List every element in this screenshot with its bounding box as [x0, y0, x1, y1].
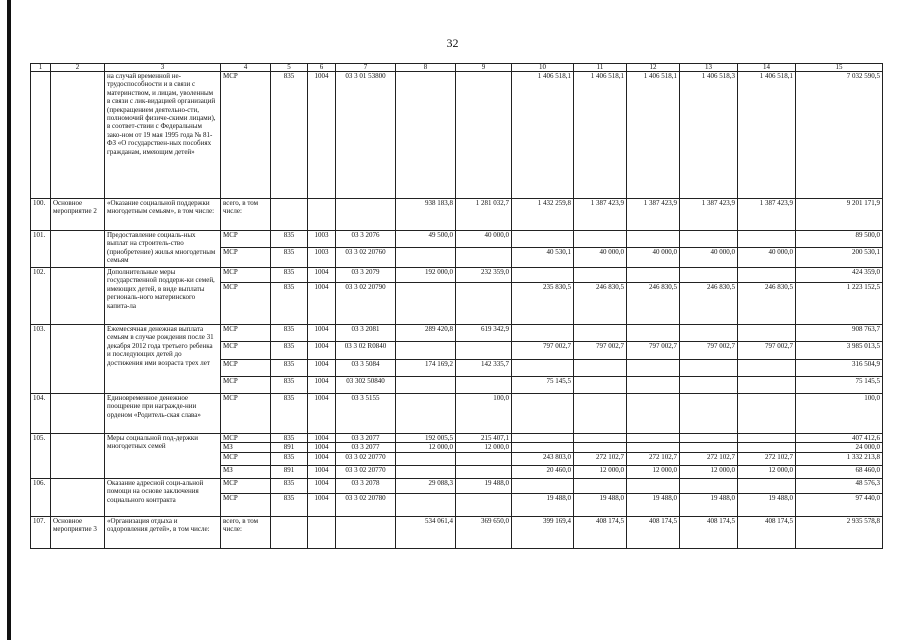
year-2016-cell: 75 145,5: [512, 377, 574, 394]
year-2017-cell: [574, 377, 627, 394]
executor-cell: МСР: [221, 360, 271, 377]
row-number-cell: 107.: [31, 516, 51, 548]
table-row: [31, 478, 883, 493]
executor-cell: МСР: [221, 283, 271, 325]
year-2017-cell: 246 830,5: [574, 283, 627, 325]
year-2016-cell: [512, 394, 574, 434]
year-2014-cell: 174 169,2: [396, 360, 456, 377]
executor-cell: всего, в том числе:: [221, 516, 271, 548]
year-2015-cell: [456, 248, 512, 268]
executor-cell: МСР: [221, 452, 271, 465]
year-2020-cell: 1 406 518,1: [738, 72, 796, 199]
target-article-cell: 03 3 02 R0840: [336, 342, 396, 360]
column-number-12: 12: [627, 64, 680, 72]
year-2017-cell: 408 174,5: [574, 516, 627, 548]
year-2018-cell: [627, 360, 680, 377]
year-2016-cell: 399 169,4: [512, 516, 574, 548]
total-cell: 100,0: [796, 394, 883, 434]
year-2016-cell: 243 803,0: [512, 452, 574, 465]
ministry-code-cell: 835: [271, 493, 308, 516]
year-2014-cell: [396, 377, 456, 394]
table-row: [31, 268, 883, 283]
year-2020-cell: [738, 360, 796, 377]
total-cell: 3 985 013,5: [796, 342, 883, 360]
event-type-cell: [51, 268, 105, 325]
table-row: [31, 516, 883, 548]
target-article-cell: 03 302 50840: [336, 377, 396, 394]
target-article-cell: 03 3 2076: [336, 231, 396, 248]
executor-cell: МСР: [221, 434, 271, 443]
ministry-code-cell: 835: [271, 478, 308, 493]
year-2016-cell: 235 830,5: [512, 283, 574, 325]
year-2019-cell: [680, 443, 738, 452]
year-2016-cell: [512, 325, 574, 342]
year-2014-cell: 938 183,8: [396, 199, 456, 231]
section-code-cell: 1004: [308, 72, 336, 199]
year-2015-cell: 619 342,9: [456, 325, 512, 342]
ministry-code-cell: 891: [271, 443, 308, 452]
ministry-code-cell: [271, 516, 308, 548]
row-number-cell: 101.: [31, 231, 51, 268]
executor-cell: МСР: [221, 377, 271, 394]
row-number-cell: 105.: [31, 434, 51, 479]
column-number-14: 14: [738, 64, 796, 72]
event-type-cell: [51, 478, 105, 516]
year-2017-cell: [574, 394, 627, 434]
year-2014-cell: [396, 465, 456, 478]
column-number-9: 9: [456, 64, 512, 72]
year-2017-cell: [574, 443, 627, 452]
section-code-cell: 1004: [308, 478, 336, 493]
total-cell: 200 530,1: [796, 248, 883, 268]
year-2016-cell: [512, 443, 574, 452]
year-2015-cell: 142 335,7: [456, 360, 512, 377]
binding-edge: [7, 0, 11, 640]
column-number-3: 3: [105, 64, 221, 72]
ministry-code-cell: 835: [271, 325, 308, 342]
year-2017-cell: 797 002,7: [574, 342, 627, 360]
section-code-cell: 1004: [308, 268, 336, 283]
target-article-cell: 03 3 2077: [336, 443, 396, 452]
executor-cell: МСР: [221, 325, 271, 342]
year-2016-cell: 19 488,0: [512, 493, 574, 516]
year-2019-cell: [680, 360, 738, 377]
column-number-8: 8: [396, 64, 456, 72]
target-article-cell: 03 3 2081: [336, 325, 396, 342]
event-description-cell: Единовременное денежное поощрение при награжде-нии орденом «Родитель-ская слава»: [105, 394, 221, 434]
year-2018-cell: [627, 443, 680, 452]
year-2020-cell: 1 387 423,9: [738, 199, 796, 231]
year-2016-cell: [512, 360, 574, 377]
year-2019-cell: [680, 231, 738, 248]
year-2020-cell: 246 830,5: [738, 283, 796, 325]
table-row: [31, 231, 883, 248]
year-2015-cell: [456, 283, 512, 325]
section-code-cell: 1003: [308, 231, 336, 248]
year-2018-cell: 12 000,0: [627, 465, 680, 478]
ministry-code-cell: 835: [271, 342, 308, 360]
year-2014-cell: 192 005,5: [396, 434, 456, 443]
year-2019-cell: 408 174,5: [680, 516, 738, 548]
total-cell: 68 460,0: [796, 465, 883, 478]
column-number-4: 4: [221, 64, 271, 72]
year-2015-cell: 40 000,0: [456, 231, 512, 248]
year-2019-cell: [680, 394, 738, 434]
executor-cell: МСР: [221, 248, 271, 268]
year-2016-cell: [512, 231, 574, 248]
year-2020-cell: 408 174,5: [738, 516, 796, 548]
total-cell: 1 332 213,8: [796, 452, 883, 465]
target-article-cell: 03 3 02 20780: [336, 493, 396, 516]
event-type-cell: [51, 72, 105, 199]
target-article-cell: 03 3 2079: [336, 268, 396, 283]
executor-cell: МСР: [221, 268, 271, 283]
year-2016-cell: 1 406 518,1: [512, 72, 574, 199]
year-2018-cell: [627, 434, 680, 443]
executor-cell: МСР: [221, 342, 271, 360]
total-cell: 48 576,3: [796, 478, 883, 493]
column-number-11: 11: [574, 64, 627, 72]
executor-cell: МСР: [221, 478, 271, 493]
year-2019-cell: 272 102,7: [680, 452, 738, 465]
total-cell: 89 500,0: [796, 231, 883, 248]
executor-cell: МЗ: [221, 443, 271, 452]
ministry-code-cell: [271, 199, 308, 231]
year-2016-cell: [512, 434, 574, 443]
ministry-code-cell: 835: [271, 72, 308, 199]
total-cell: 1 223 152,5: [796, 283, 883, 325]
event-description-cell: Меры социальной под-держки многодетных семей: [105, 434, 221, 479]
year-2018-cell: [627, 377, 680, 394]
column-number-15: 15: [796, 64, 883, 72]
column-number-13: 13: [680, 64, 738, 72]
executor-cell: МСР: [221, 394, 271, 434]
year-2018-cell: 272 102,7: [627, 452, 680, 465]
section-code-cell: 1004: [308, 493, 336, 516]
ministry-code-cell: 835: [271, 283, 308, 325]
year-2014-cell: [396, 452, 456, 465]
event-type-cell: [51, 394, 105, 434]
section-code-cell: 1004: [308, 325, 336, 342]
executor-cell: МСР: [221, 72, 271, 199]
event-description-cell: Предоставление социаль-ных выплат на строитель-ство (приобретение) жилья многодетным семьям: [105, 231, 221, 268]
column-number-5: 5: [271, 64, 308, 72]
section-code-cell: 1003: [308, 248, 336, 268]
year-2020-cell: 19 488,0: [738, 493, 796, 516]
page-number: 32: [446, 36, 459, 50]
target-article-cell: 03 3 2077: [336, 434, 396, 443]
column-number-row: [31, 64, 883, 72]
year-2015-cell: [456, 342, 512, 360]
year-2020-cell: [738, 478, 796, 493]
event-type-cell: [51, 325, 105, 394]
table-body: [31, 64, 883, 549]
year-2017-cell: [574, 478, 627, 493]
year-2015-cell: 19 488,0: [456, 478, 512, 493]
year-2020-cell: [738, 325, 796, 342]
year-2020-cell: [738, 377, 796, 394]
table-row: [31, 394, 883, 434]
year-2018-cell: [627, 325, 680, 342]
event-description-cell: «Организация отдыха и оздоровления детей», в том числе:: [105, 516, 221, 548]
row-number-cell: 102.: [31, 268, 51, 325]
year-2018-cell: [627, 231, 680, 248]
year-2019-cell: 1 387 423,9: [680, 199, 738, 231]
target-article-cell: 03 3 02 20770: [336, 465, 396, 478]
target-article-cell: [336, 199, 396, 231]
target-article-cell: 03 3 02 20760: [336, 248, 396, 268]
year-2019-cell: [680, 377, 738, 394]
ministry-code-cell: 835: [271, 377, 308, 394]
year-2017-cell: 40 000,0: [574, 248, 627, 268]
year-2018-cell: 1 387 423,9: [627, 199, 680, 231]
total-cell: 407 412,6: [796, 434, 883, 443]
year-2018-cell: [627, 268, 680, 283]
year-2015-cell: 232 359,0: [456, 268, 512, 283]
target-article-cell: [336, 516, 396, 548]
table-row: [31, 325, 883, 342]
target-article-cell: 03 3 5084: [336, 360, 396, 377]
year-2014-cell: 192 000,0: [396, 268, 456, 283]
event-description-cell: «Оказание социальной поддержки многодетным семьям», в том числе:: [105, 199, 221, 231]
row-number-cell: 106.: [31, 478, 51, 516]
year-2019-cell: 246 830,5: [680, 283, 738, 325]
column-number-10: 10: [512, 64, 574, 72]
section-code-cell: 1004: [308, 360, 336, 377]
section-code-cell: [308, 516, 336, 548]
year-2015-cell: [456, 377, 512, 394]
section-code-cell: 1004: [308, 283, 336, 325]
year-2015-cell: [456, 452, 512, 465]
year-2020-cell: 12 000,0: [738, 465, 796, 478]
year-2016-cell: 40 530,1: [512, 248, 574, 268]
section-code-cell: 1004: [308, 434, 336, 443]
year-2019-cell: 19 488,0: [680, 493, 738, 516]
section-code-cell: 1004: [308, 465, 336, 478]
executor-cell: МСР: [221, 231, 271, 248]
year-2019-cell: [680, 434, 738, 443]
year-2019-cell: [680, 268, 738, 283]
target-article-cell: 03 3 02 20790: [336, 283, 396, 325]
year-2016-cell: 1 432 259,8: [512, 199, 574, 231]
year-2014-cell: [396, 394, 456, 434]
year-2016-cell: [512, 268, 574, 283]
year-2018-cell: 797 002,7: [627, 342, 680, 360]
column-number-6: 6: [308, 64, 336, 72]
year-2014-cell: 289 420,8: [396, 325, 456, 342]
year-2020-cell: [738, 443, 796, 452]
year-2020-cell: [738, 268, 796, 283]
year-2014-cell: 12 000,0: [396, 443, 456, 452]
year-2017-cell: [574, 434, 627, 443]
year-2014-cell: [396, 72, 456, 199]
ministry-code-cell: 891: [271, 465, 308, 478]
year-2019-cell: 40 000,0: [680, 248, 738, 268]
total-cell: 908 763,7: [796, 325, 883, 342]
year-2019-cell: [680, 478, 738, 493]
year-2015-cell: 215 407,1: [456, 434, 512, 443]
event-description-cell: Ежемесячная денежная выплата семьям в случае рождения после 31 декабря 2012 года третьего ребенка и последующих детей до достижения ими возраста трех лет: [105, 325, 221, 394]
year-2015-cell: 369 650,0: [456, 516, 512, 548]
year-2020-cell: [738, 434, 796, 443]
year-2020-cell: 797 002,7: [738, 342, 796, 360]
column-number-2: 2: [51, 64, 105, 72]
total-cell: 75 145,5: [796, 377, 883, 394]
executor-cell: всего, в том числе:: [221, 199, 271, 231]
year-2018-cell: 40 000,0: [627, 248, 680, 268]
total-cell: 9 201 171,9: [796, 199, 883, 231]
year-2017-cell: 1 406 518,1: [574, 72, 627, 199]
ministry-code-cell: 835: [271, 231, 308, 248]
year-2017-cell: 12 000,0: [574, 465, 627, 478]
target-article-cell: 03 3 2078: [336, 478, 396, 493]
year-2017-cell: 19 488,0: [574, 493, 627, 516]
year-2014-cell: 49 500,0: [396, 231, 456, 248]
total-cell: 24 000,0: [796, 443, 883, 452]
event-type-cell: Основное мероприятие 3: [51, 516, 105, 548]
section-code-cell: 1004: [308, 342, 336, 360]
table-row: [31, 434, 883, 443]
section-code-cell: 1004: [308, 443, 336, 452]
table-row: [31, 72, 883, 199]
event-type-cell: Основное мероприятие 2: [51, 199, 105, 231]
year-2018-cell: 246 830,5: [627, 283, 680, 325]
year-2019-cell: 12 000,0: [680, 465, 738, 478]
total-cell: 424 359,0: [796, 268, 883, 283]
year-2015-cell: 1 281 032,7: [456, 199, 512, 231]
section-code-cell: 1004: [308, 452, 336, 465]
year-2015-cell: [456, 493, 512, 516]
year-2018-cell: [627, 478, 680, 493]
year-2015-cell: [456, 72, 512, 199]
year-2014-cell: [396, 493, 456, 516]
year-2014-cell: [396, 248, 456, 268]
year-2020-cell: [738, 394, 796, 434]
year-2020-cell: 272 102,7: [738, 452, 796, 465]
total-cell: 97 440,0: [796, 493, 883, 516]
event-description-cell: Оказание адресной соци-альной помощи на основе заключения социального контракта: [105, 478, 221, 516]
total-cell: 7 032 590,5: [796, 72, 883, 199]
event-type-cell: [51, 434, 105, 479]
event-description-cell: Дополнительные меры государственной поддерж-ки семей, имеющих детей, в виде выплаты региональ-ного материнского капита-ла: [105, 268, 221, 325]
year-2016-cell: 797 002,7: [512, 342, 574, 360]
ministry-code-cell: 835: [271, 452, 308, 465]
target-article-cell: 03 3 5155: [336, 394, 396, 434]
total-cell: 316 504,9: [796, 360, 883, 377]
year-2017-cell: 1 387 423,9: [574, 199, 627, 231]
target-article-cell: 03 3 01 53800: [336, 72, 396, 199]
year-2019-cell: 1 406 518,3: [680, 72, 738, 199]
ministry-code-cell: 835: [271, 394, 308, 434]
year-2018-cell: 1 406 518,1: [627, 72, 680, 199]
year-2016-cell: 20 460,0: [512, 465, 574, 478]
year-2014-cell: 534 061,4: [396, 516, 456, 548]
event-type-cell: [51, 231, 105, 268]
row-number-cell: [31, 72, 51, 199]
year-2015-cell: 100,0: [456, 394, 512, 434]
year-2019-cell: [680, 325, 738, 342]
year-2017-cell: [574, 231, 627, 248]
year-2017-cell: [574, 268, 627, 283]
column-number-7: 7: [336, 64, 396, 72]
year-2017-cell: 272 102,7: [574, 452, 627, 465]
executor-cell: МСР: [221, 493, 271, 516]
year-2020-cell: 40 000,0: [738, 248, 796, 268]
year-2014-cell: [396, 283, 456, 325]
year-2014-cell: 29 088,3: [396, 478, 456, 493]
year-2016-cell: [512, 478, 574, 493]
ministry-code-cell: 835: [271, 248, 308, 268]
event-description-cell: на случай временной не-трудоспособности и в связи с материнством, и лицам, уволенным в связи с лик-видацией организаций (прекращением деятельно-сти, полномочий физиче-скими лицами), в соответ-ствии с Федеральным зако-ном от 19 мая 1995 года № 81-ФЗ «О государствен-ных пособиях гражданам, имеющим детей»: [105, 72, 221, 199]
table-row: [31, 199, 883, 231]
section-code-cell: 1004: [308, 394, 336, 434]
year-2018-cell: 408 174,5: [627, 516, 680, 548]
ministry-code-cell: 835: [271, 360, 308, 377]
budget-table: [30, 63, 883, 549]
year-2020-cell: [738, 231, 796, 248]
section-code-cell: 1004: [308, 377, 336, 394]
target-article-cell: 03 3 02 20770: [336, 452, 396, 465]
year-2015-cell: [456, 465, 512, 478]
year-2019-cell: 797 002,7: [680, 342, 738, 360]
column-number-1: 1: [31, 64, 51, 72]
year-2018-cell: [627, 394, 680, 434]
year-2018-cell: 19 488,0: [627, 493, 680, 516]
year-2017-cell: [574, 325, 627, 342]
ministry-code-cell: 835: [271, 434, 308, 443]
executor-cell: МЗ: [221, 465, 271, 478]
year-2015-cell: 12 000,0: [456, 443, 512, 452]
section-code-cell: [308, 199, 336, 231]
row-number-cell: 100.: [31, 199, 51, 231]
year-2017-cell: [574, 360, 627, 377]
total-cell: 2 935 578,8: [796, 516, 883, 548]
year-2014-cell: [396, 342, 456, 360]
ministry-code-cell: 835: [271, 268, 308, 283]
row-number-cell: 104.: [31, 394, 51, 434]
row-number-cell: 103.: [31, 325, 51, 394]
